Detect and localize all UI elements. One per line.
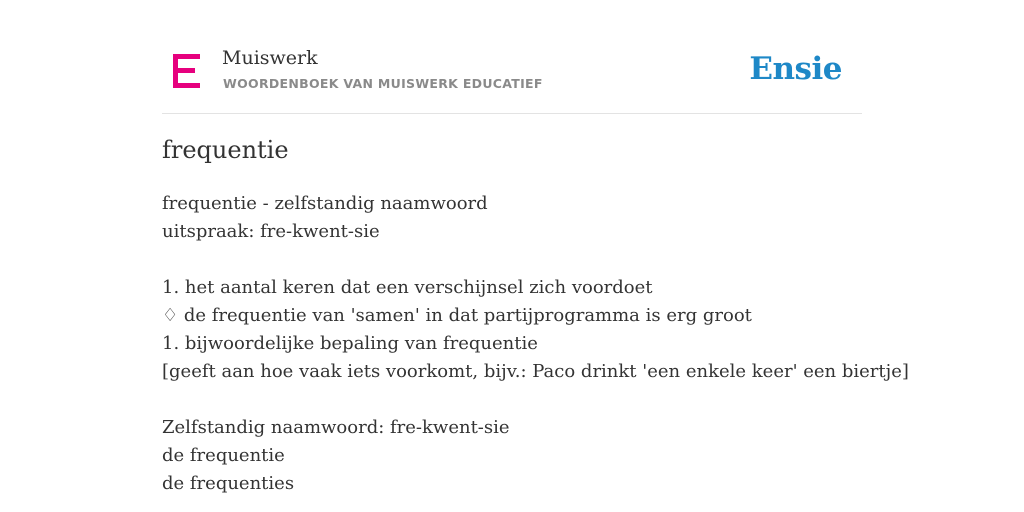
definition-line bbox=[162, 246, 882, 274]
definition-line: uitspraak: fre-kwent-sie bbox=[162, 221, 380, 242]
definition-line bbox=[162, 386, 882, 414]
page-title: frequentie bbox=[162, 136, 289, 164]
ensie-logo-link[interactable]: Ensie bbox=[749, 51, 842, 87]
definition-line: de frequentie bbox=[162, 445, 285, 466]
definition-line: de frequenties bbox=[162, 473, 295, 494]
definition-line: ♢ de frequentie van 'samen' in dat partijprogramma is erg groot bbox=[162, 305, 752, 326]
definition-line: Zelfstandig naamwoord: fre-kwent-sie bbox=[162, 417, 510, 438]
brand-name[interactable]: Muiswerk bbox=[222, 47, 318, 69]
brand-subtitle: WOORDENBOEK VAN MUISWERK EDUCATIEF bbox=[223, 76, 543, 91]
definition-line: 1. het aantal keren dat een verschijnsel zich voordoet bbox=[162, 277, 653, 298]
definition-content bbox=[162, 190, 909, 498]
site-header bbox=[162, 0, 862, 114]
definition-line: [geeft aan hoe vaak iets voorkomt, bijv.: Paco drinkt 'een enkele keer' een biertje] bbox=[162, 361, 909, 382]
muiswerk-logo-icon[interactable] bbox=[173, 54, 200, 88]
definition-line: frequentie - zelfstandig naamwoord bbox=[162, 193, 488, 214]
definition-line: 1. bijwoordelijke bepaling van frequentie bbox=[162, 333, 538, 354]
